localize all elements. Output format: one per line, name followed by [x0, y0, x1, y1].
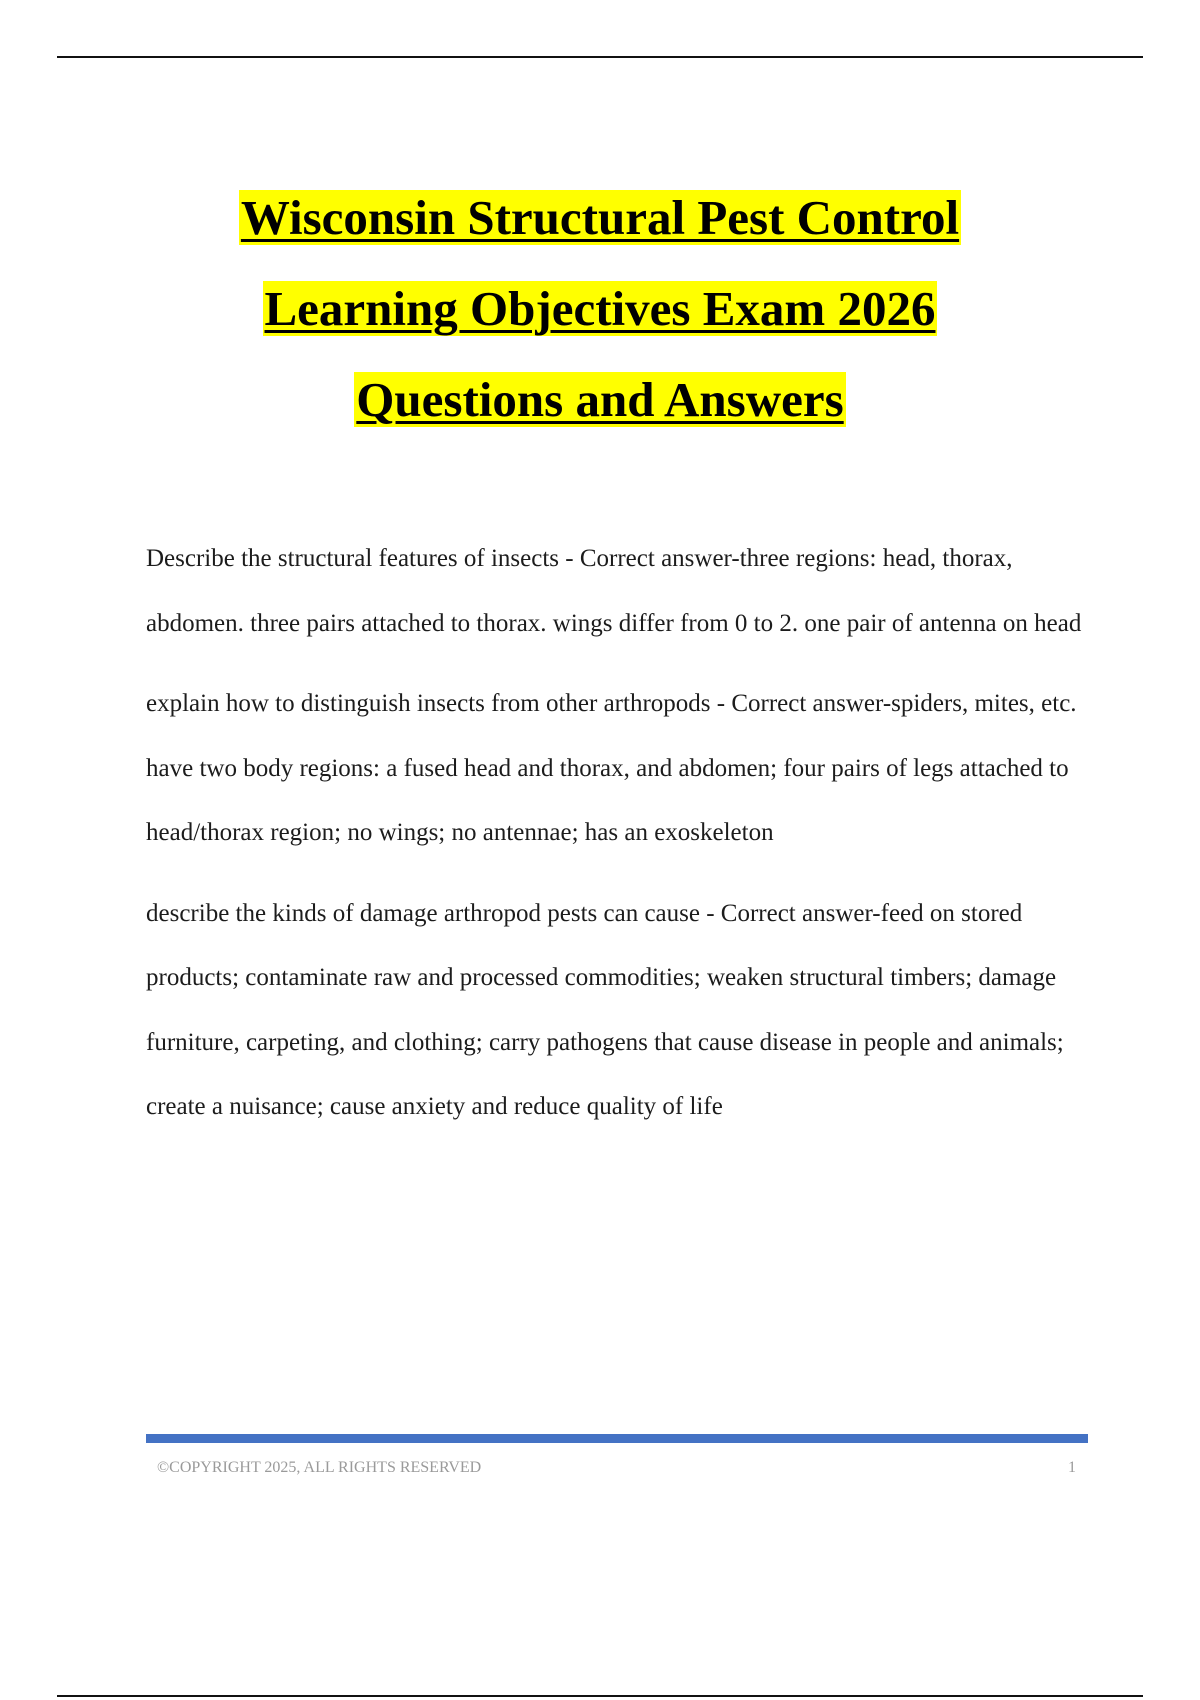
title-line-3-text: Questions and Answers [356, 372, 844, 427]
footer-page-number: 1 [1068, 1459, 1076, 1476]
title-line-1 [0, 172, 1200, 263]
title-line-3 [0, 354, 1200, 445]
qa-item-3: describe the kinds of damage arthropod pests can cause - Correct answer-feed on stored products; contaminate raw and processed commodities; weaken structural timbers; damage furniture, carpeting, and clothing; carry pathogens that cause disease in people and animals; create a nuisance; cause anxiety and reduce quality of life [146, 899, 1064, 1120]
document-title [0, 172, 1200, 445]
title-line-1-text: Wisconsin Structural Pest Control [240, 190, 960, 245]
qa-item-2: explain how to distinguish insects from other arthropods - Correct answer-spiders, mites, etc. have two body regions: a fused head and thorax, and abdomen; four pairs of legs attached to head/thorax region; no wings; no antennae; has an exoskeleton [146, 690, 1077, 846]
footer-copyright: ©COPYRIGHT 2025, ALL RIGHTS RESERVED [157, 1459, 482, 1476]
title-line-2 [0, 263, 1200, 354]
bottom-page-border [57, 1695, 1143, 1697]
title-line-2-text: Learning Objectives Exam 2026 [264, 281, 936, 336]
qa-list [146, 527, 1086, 1156]
footer-divider-bar [146, 1434, 1088, 1443]
top-page-border [57, 56, 1143, 58]
qa-item-1: Describe the structural features of insects - Correct answer-three regions: head, thorax, abdomen. three pairs attached to thorax. wings differ from 0 to 2. one pair of antenna on head [146, 545, 1082, 637]
